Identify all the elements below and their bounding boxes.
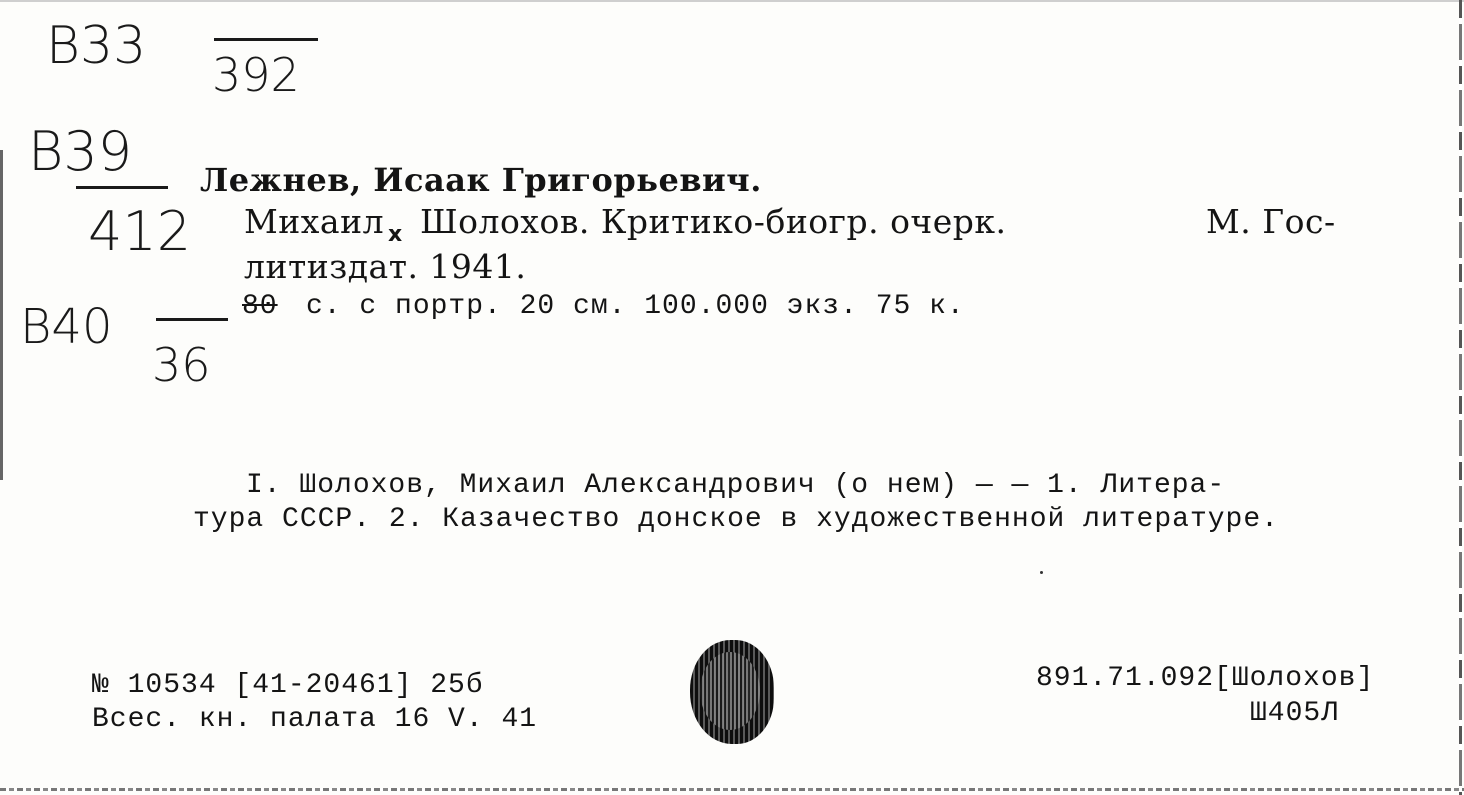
author-heading: Лежнев, Исаак Григорьевич. [200, 161, 762, 199]
author-mark: Ш405Л [1250, 698, 1340, 729]
record-number: № 10534 [41-20461] 25б [92, 670, 484, 701]
classification-number: 891.71.092[Шолохов] [1036, 663, 1375, 694]
shelf-mark-3-denominator: 36 [152, 338, 211, 392]
shelf-mark-3-prefix: В40 [20, 299, 113, 355]
book-chamber: Всес. кн. палата 16 V. 41 [92, 704, 538, 735]
subject-line-1: I. Шолохов, Михаил Александрович (о нем) — — 1. Литера- [246, 470, 1226, 501]
card-right-edge [1459, 0, 1462, 795]
insertion-mark-icon: x [388, 222, 403, 247]
stamp-icon [690, 640, 774, 744]
shelf-mark-2-denominator: 412 [88, 200, 192, 263]
shelf-mark-2-bar [76, 186, 168, 189]
shelf-mark-2-numerator: В39 [28, 120, 133, 183]
pages-struck: 80 [242, 291, 278, 322]
speck [1040, 571, 1043, 574]
shelf-mark-1-denominator: 392 [212, 48, 300, 102]
publisher-end: литиздат. 1941. [244, 247, 527, 286]
physical-description: с. с портр. 20 см. 100.000 экз. 75 к. [306, 291, 965, 322]
card-left-edge [0, 150, 3, 480]
title-text: Шолохов. Критико-биогр. очерк. [420, 202, 1007, 241]
publisher-start: М. Гос- [1206, 202, 1336, 241]
shelf-mark-3-bar [156, 318, 228, 321]
shelf-mark-1-bar [214, 38, 318, 41]
card-top-edge [0, 0, 1464, 2]
shelf-mark-1-prefix: B33 [46, 16, 147, 76]
title-first-name: Михаил [244, 202, 385, 241]
subject-line-2: тура СССР. 2. Казачество донское в художественной литературе. [193, 504, 1279, 535]
card-bottom-edge [0, 788, 1464, 791]
